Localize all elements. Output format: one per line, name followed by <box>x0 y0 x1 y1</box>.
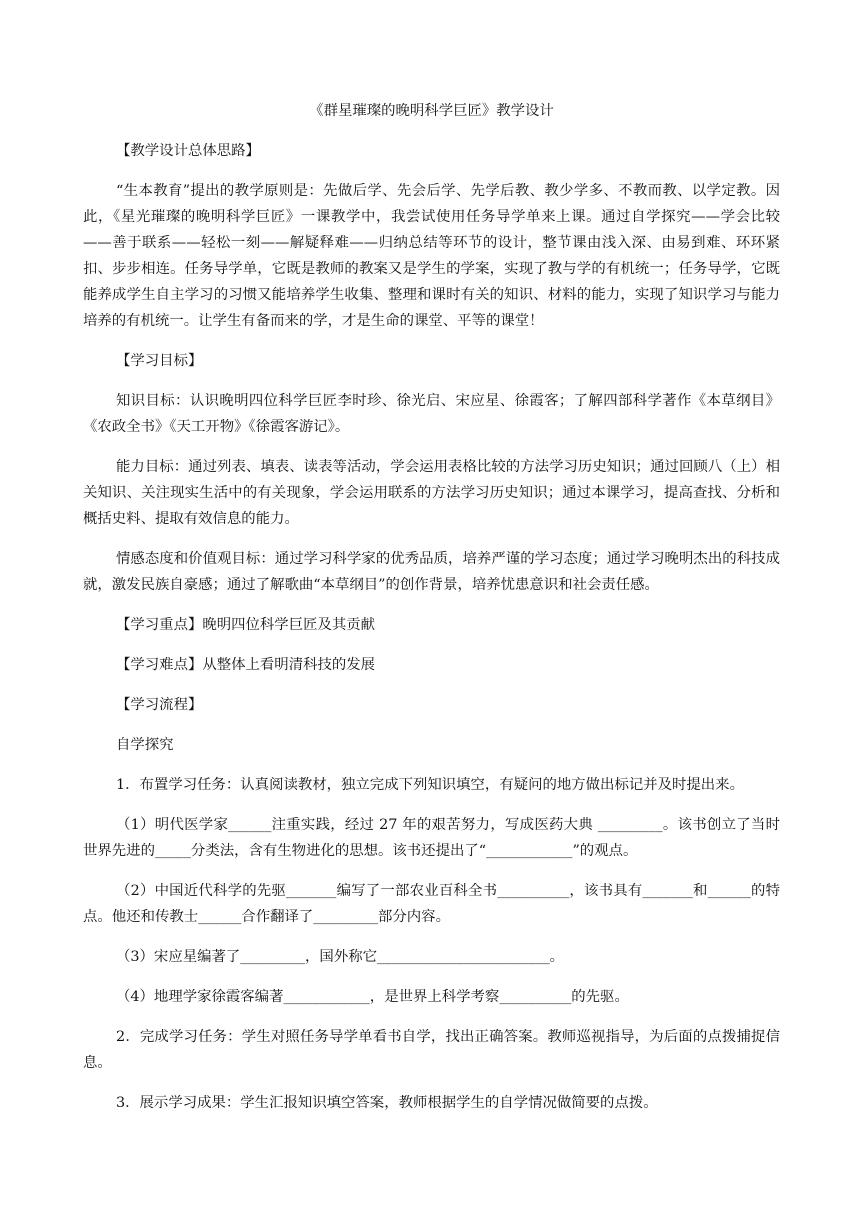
question-3: （3）宋应星编著了_________，国外称它________________________。 <box>116 949 565 965</box>
heading-learning-goals: 【学习目标】 <box>116 353 203 369</box>
question-2: （2）中国近代科学的先驱_______编写了一部农业百科全书__________，该书具有_______和______的特点。他还和传教士______合作翻译了_________部分内容。 <box>83 883 780 925</box>
paragraph-emotion-goal: 情感态度和价值观目标：通过学习科学家的优秀品质，培养严谨的学习态度；通过学习晚明杰出的科技成就，激发民族自豪感；通过了解歌曲“本草纲目”的创作背景，培养忧患意识和社会责任感。 <box>83 551 780 593</box>
subheading-self-study: 自学探究 <box>116 737 174 753</box>
heading-key-point: 【学习重点】晚明四位科学巨匠及其贡献 <box>116 617 376 633</box>
question-1: （1）明代医学家______注重实践，经过 27 年的艰苦努力，写成医药大典 _________。该书创立了当时世界先进的_____分类法，含有生物进化的思想。该书还提出了“____________”的观点。 <box>83 817 780 859</box>
document-page <box>83 98 780 1130</box>
paragraph-task-2: 2．完成学习任务：学生对照任务导学单看书自学，找出正确答案。教师巡视指导，为后面的点拨捕捉信息。 <box>83 1029 780 1071</box>
question-4: （4）地理学家徐霞客编著____________，是世界上科学考察__________的先驱。 <box>116 989 629 1005</box>
document-title: 《群星璀璨的晚明科学巨匠》教学设计 <box>309 103 554 119</box>
heading-difficult-point: 【学习难点】从整体上看明清科技的发展 <box>116 657 376 673</box>
heading-overall-idea: 【教学设计总体思路】 <box>116 143 260 159</box>
paragraph-overall-idea: “生本教育”提出的教学原则是：先做后学、先会后学、先学后教、教少学多、不教而教、以学定教。因此，《星光璀璨的晚明科学巨匠》一课教学中，我尝试使用任务导学单来上课。通过自学探究——学会比较——善于联系——轻松一刻——解疑释难——归纳总结等环节的设计，整节课由浅入深、由易到难、环环紧扣、步步相连。任务导学单，它既是教师的教案又是学生的学案，实现了教与学的有机统一；任务导学，它既能养成学生自主学习的习惯又能培养学生收集、整理和课时有关的知识、材料的能力，实现了知识学习与能力培养的有机统一。让学生有备而来的学，才是生命的课堂、平等的课堂！ <box>83 183 780 329</box>
paragraph-task-1: 1．布置学习任务：认真阅读教材，独立完成下列知识填空，有疑问的地方做出标记并及时提出来。 <box>116 777 744 793</box>
heading-learning-process: 【学习流程】 <box>116 697 203 713</box>
paragraph-task-3: 3．展示学习成果：学生汇报知识填空答案，教师根据学生的自学情况做简要的点拨。 <box>116 1095 658 1111</box>
paragraph-knowledge-goal: 知识目标：认识晚明四位科学巨匠李时珍、徐光启、宋应星、徐霞客；了解四部科学著作《本草纲目》《农政全书》《天工开物》《徐霞客游记》。 <box>83 393 780 435</box>
paragraph-ability-goal: 能力目标：通过列表、填表、读表等活动，学会运用表格比较的方法学习历史知识；通过回顾八（上）相关知识、关注现实生活中的有关现象，学会运用联系的方法学习历史知识；通过本课学习，提高查找、分析和概括史料、提取有效信息的能力。 <box>83 459 780 527</box>
